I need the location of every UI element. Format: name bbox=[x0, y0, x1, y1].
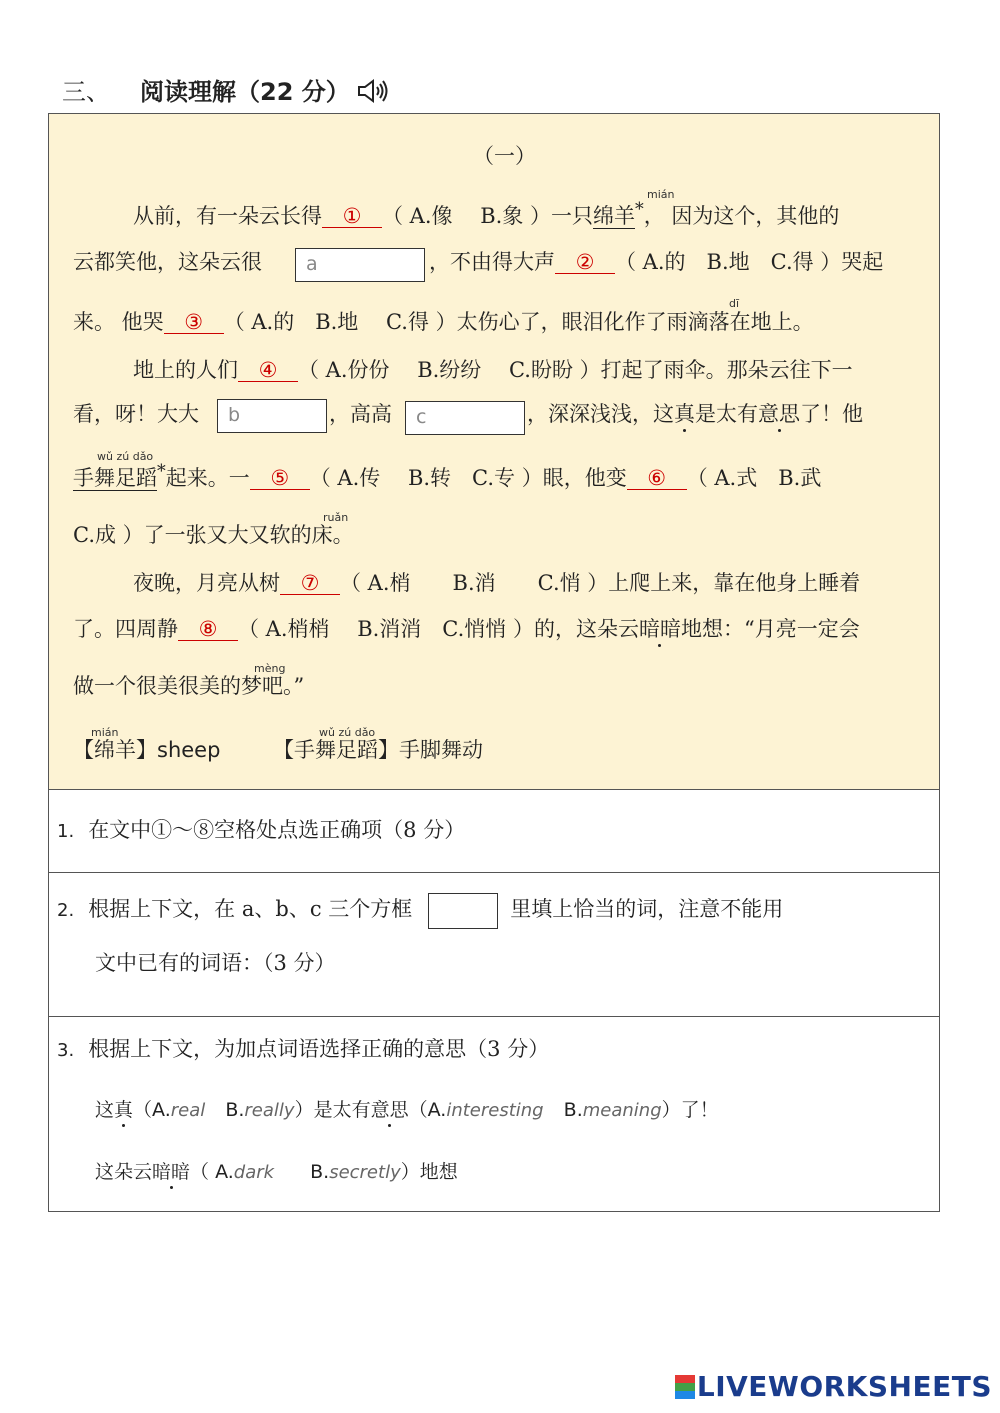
section-heading: 阅读理解（22 分） bbox=[140, 78, 350, 106]
blank-7[interactable]: ⑦ bbox=[280, 573, 340, 595]
pinyin-shouwu: wǔ zú dǎo bbox=[97, 450, 154, 463]
section-title bbox=[62, 72, 390, 110]
passage-line: C.成 ）了一张又大又软的床。 bbox=[73, 523, 354, 547]
sample-box bbox=[428, 893, 498, 929]
option-interesting[interactable]: interesting bbox=[446, 1100, 544, 1121]
liveworksheets-logo: LIVEWORKSHEETS bbox=[675, 1370, 992, 1403]
word-di: 滴 bbox=[687, 310, 709, 334]
passage-line: 了。四周静 ⑧ （ A.梢梢 B.消消 C.悄悄 ）的，这朵云暗暗地想：“月亮一定会 bbox=[73, 617, 860, 641]
option-really[interactable]: really bbox=[244, 1100, 295, 1121]
blank-5[interactable]: ⑤ bbox=[250, 468, 310, 490]
liveworksheets-icon bbox=[675, 1375, 695, 1399]
passage-line: ，深深浅浅，这真是太有意思了！他 bbox=[527, 402, 863, 426]
passage-line: 来。 他哭 ③ （ A.的 B.地 C.得 ）太伤心了，眼泪化作了雨滴落在地上。 bbox=[73, 310, 814, 334]
pinyin-meng: mèng bbox=[254, 662, 286, 675]
word-ruan: 软 bbox=[269, 523, 291, 547]
glossary-sheep: 【绵羊】sheep bbox=[73, 738, 221, 762]
pinyin-di: dī bbox=[729, 297, 740, 310]
passage-line: ，高高 bbox=[329, 402, 392, 426]
passage-line: 从前，有一朵云长得 ① （ A.像 B.象 ）一只绵羊*， 因为这个，其他的 bbox=[133, 200, 840, 228]
question-3: 3. 根据上下文，为加点词语选择正确的意思（3 分） 这真（A.real B.really）是太有意思（A.interesting B.meaning）了！ 这朵云暗暗（ A.dark B.secretly）地想 bbox=[48, 1016, 940, 1212]
dotted-anan: 暗暗 bbox=[638, 617, 681, 641]
passage-line: 看，呀！大大 bbox=[73, 402, 199, 426]
option-dark[interactable]: dark bbox=[233, 1162, 275, 1183]
option-meaning[interactable]: meaning bbox=[582, 1100, 662, 1121]
passage-heading: （一） bbox=[473, 144, 536, 168]
dotted-zhen: 真 bbox=[674, 402, 695, 426]
word-shouwu: 手舞足蹈 bbox=[73, 466, 157, 490]
q3-line-2: 这朵云暗暗（ A.dark B.secretly）地想 bbox=[95, 1161, 458, 1183]
word-mianyang: 绵羊 bbox=[592, 204, 635, 228]
blank-4[interactable]: ④ bbox=[238, 360, 298, 382]
passage-line: 夜晚，月亮从树 ⑦ （ A.梢 B.消 C.悄 ）上爬上来，靠在他身上睡着 bbox=[133, 571, 861, 595]
section-number: 三、 bbox=[62, 78, 110, 106]
pinyin-mianyang: mián bbox=[647, 188, 675, 201]
answer-box-a[interactable]: a bbox=[295, 248, 425, 282]
pinyin-ruan: ruǎn bbox=[323, 511, 349, 524]
question-1: 1. 在文中①～⑧空格处点选正确项（8 分） bbox=[48, 789, 940, 873]
passage-line: 做一个很美很美的梦吧。” bbox=[73, 674, 305, 698]
option-real[interactable]: real bbox=[170, 1100, 206, 1121]
glossary-shouwu: 【手舞足蹈】手脚舞动 bbox=[273, 738, 483, 762]
pinyin-glossary-shouwu: wǔ zú dǎo bbox=[319, 726, 376, 739]
answer-box-b[interactable]: b bbox=[217, 399, 327, 433]
passage-line: 地上的人们 ④ （ A.份份 B.纷纷 C.盼盼 ）打起了雨伞。那朵云往下一 bbox=[133, 358, 853, 382]
word-meng: 梦 bbox=[241, 674, 262, 698]
answer-box-c[interactable]: c bbox=[405, 401, 525, 435]
pinyin-glossary-mianyang: mián bbox=[91, 726, 119, 739]
q3-line-1: 这真（A.real B.really）是太有意思（A.interesting B.meaning）了！ bbox=[95, 1099, 719, 1121]
option-secretly[interactable]: secretly bbox=[329, 1162, 401, 1183]
passage-line: ，不由得大声 ② （ A.的 B.地 C.得 ）哭起 bbox=[429, 250, 884, 274]
speaker-icon[interactable] bbox=[356, 78, 390, 110]
passage-box bbox=[48, 113, 940, 790]
blank-8[interactable]: ⑧ bbox=[178, 619, 238, 641]
passage-line: 云都笑他，这朵云很 bbox=[73, 250, 262, 274]
question-2: 2. 根据上下文，在 a、b、c 三个方框 里填上恰当的词，注意不能用 文中已有的词语：（3 分） bbox=[48, 872, 940, 1017]
blank-1[interactable]: ① bbox=[322, 206, 382, 228]
blank-3[interactable]: ③ bbox=[164, 312, 224, 334]
dotted-yisi: 意思 bbox=[758, 402, 800, 426]
blank-2[interactable]: ② bbox=[555, 252, 615, 274]
passage-line: 手舞足蹈*起来。一 ⑤ （ A.传 B.转 C.专 ）眼，他变 ⑥ （ A.式 B.武 bbox=[73, 462, 822, 490]
blank-6[interactable]: ⑥ bbox=[627, 468, 687, 490]
